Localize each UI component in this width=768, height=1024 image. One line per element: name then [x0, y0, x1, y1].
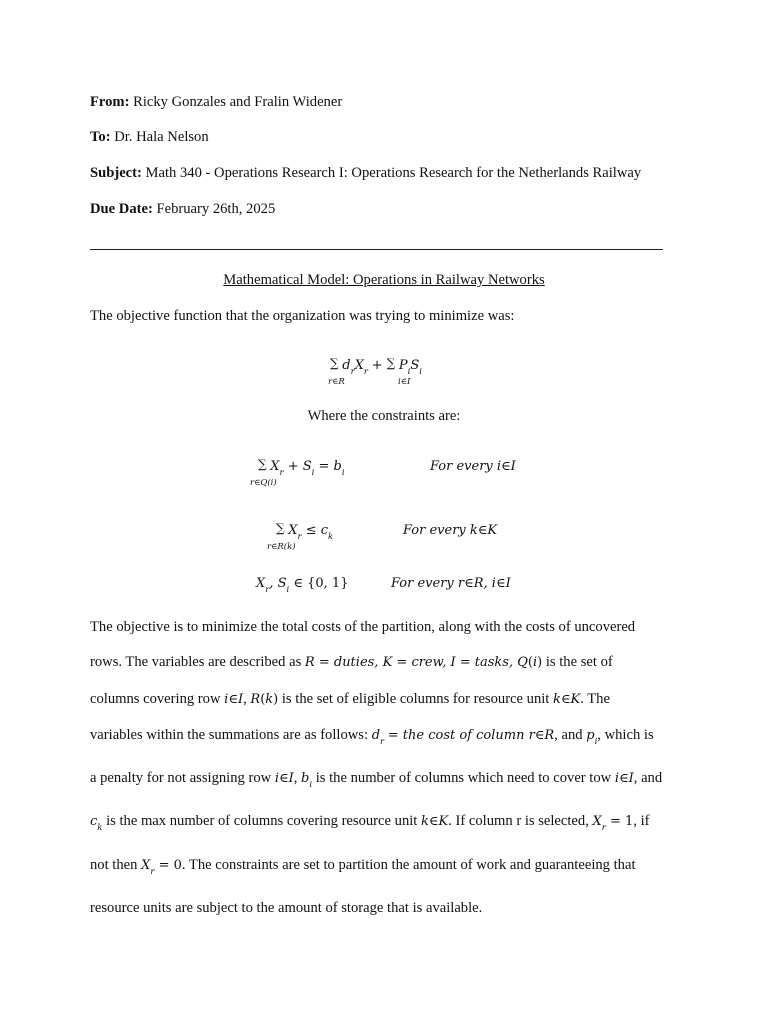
due-date-value: February 26th, 2025: [156, 201, 276, 217]
condition-1: For every i∈I: [430, 459, 516, 474]
condition-2: For every k∈K: [403, 523, 498, 538]
body-line-8: resource units are subject to the amount of storage that is available.: [90, 900, 483, 916]
from-label: From:: [90, 94, 130, 110]
to-line: [90, 129, 209, 146]
subject-value: Math 340 - Operations Research I: Operations Research for the Netherlands Railway: [145, 165, 642, 181]
constraint-1: ∑ $X_r + S_i = b_i$: [258, 457, 345, 478]
subject-label: Subject:: [90, 165, 142, 181]
due-date-label: Due Date:: [90, 201, 153, 217]
body-line-2: rows. The variables are described as R = duties, K = crew, I = tasks, Q(i) is the set of: [90, 654, 613, 670]
subject-line: [90, 165, 641, 182]
to-label: To:: [90, 129, 111, 145]
from-value: Ricky Gonzales and Fralin Widener: [133, 94, 343, 110]
body-line-7: not then $X_r = 0$. The constraints are set to partition the amount of work and guaranteeing that: [90, 857, 636, 877]
body-line-6: $c_k$ is the max number of columns covering resource unit k∈K. If column r is selected, $X_r = 1$, if: [90, 813, 650, 833]
objective-intro: The objective function that the organization was trying to minimize was:: [90, 308, 515, 324]
constraint-3: $X_r$, $S_i$ ∈ {0, 1}: [256, 576, 349, 595]
body-line-4: variables within the summations are as follows: $d_r$ = the cost of column r∈R, and $p_i$, which is: [90, 727, 654, 747]
constraint-2: ∑ $X_r \le c_k$: [276, 521, 334, 542]
from-line: [90, 94, 342, 111]
horizontal-rule: [90, 249, 663, 250]
due-date-line: [90, 201, 275, 218]
document-title: Mathematical Model: Operations in Railway Networks: [223, 272, 545, 288]
objective-function: ∑ $d_rX_r$ + ∑ $P_iS_i$: [330, 356, 422, 377]
body-line-5: a penalty for not assigning row i∈I, $b_i$ is the number of columns which need to cover tow i∈I, and: [90, 770, 663, 790]
condition-3: For every r∈R, i∈I: [391, 576, 511, 591]
to-value: Dr. Hala Nelson: [114, 129, 209, 145]
body-line-1: The objective is to minimize the total costs of the partition, along with the costs of uncovered: [90, 619, 636, 635]
constraints-intro: Where the constraints are:: [307, 408, 461, 424]
body-line-3: columns covering row i∈I, R(k) is the set of eligible columns for resource unit k∈K. The: [90, 691, 610, 707]
